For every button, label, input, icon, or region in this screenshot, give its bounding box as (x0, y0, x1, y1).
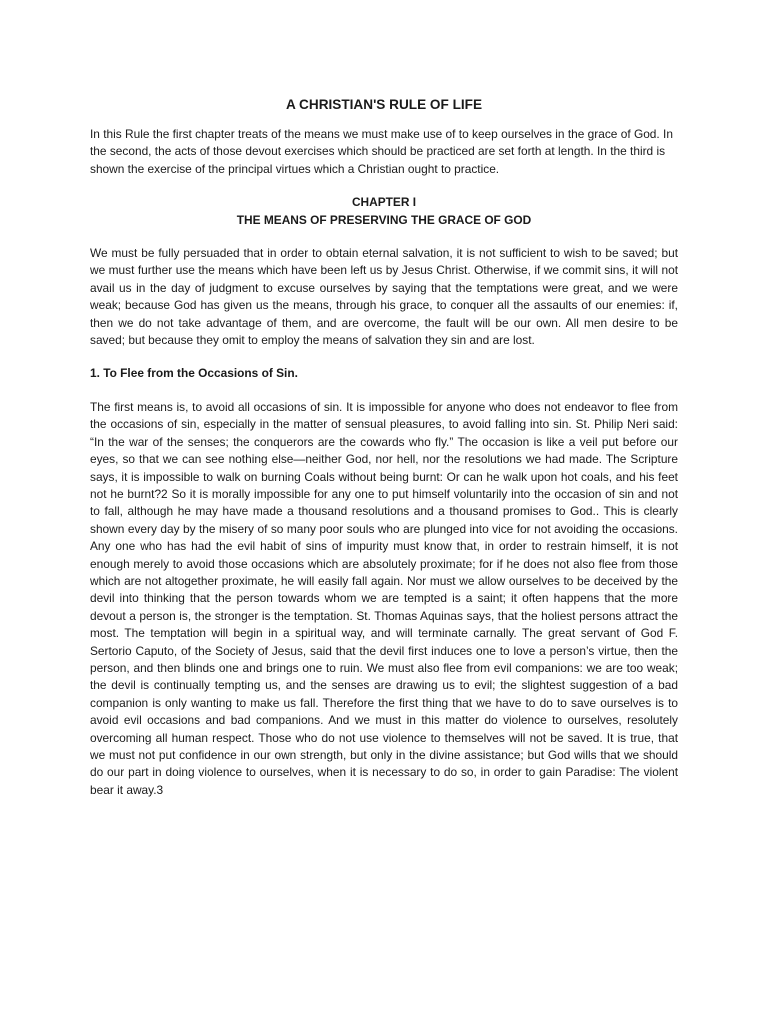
chapter-title: THE MEANS OF PRESERVING THE GRACE OF GOD (236, 212, 532, 227)
chapter-heading (90, 194, 678, 229)
section-heading: 1. To Flee from the Occasions of Sin. (90, 366, 298, 381)
chapter-paragraph: We must be fully persuaded that in order to obtain eternal salvation, it is not sufficient to wish to be saved; but we must further use the means which have been left us by Jesus Christ. Otherwise, if we commit sins, it will not avail us in the day of judgment to excuse ourselves by saying that the temptations were great, and we were weak; because God has given us the means, through his grace, to conquer all the assaults of our enemies: if, then we do not take advantage of them, and are overcome, the fault will be our own. All men desire to be saved; but because they omit to employ the means of salvation they sin and are lost. (90, 246, 678, 348)
chapter-number: CHAPTER I (351, 195, 417, 210)
section-paragraph: The first means is, to avoid all occasions of sin. It is impossible for anyone who does not endeavor to flee from the occasions of sin, especially in the matter of sensual pleasures, to avoid falling into sin. St. Philip Neri said: “In the war of the senses; the conquerors are the cowards who fly.” The occasion is like a veil put before our eyes, so that we can see nothing else—neither God, nor hell, nor the resolutions we had made. The Scripture says, it is impossible to walk on burning Coals without being burnt: Or can he walk upon hot coals, and his feet not he burnt?2 So it is morally impossible for any one to put himself voluntarily into the occasion of sin and not to fall, although he may have made a thousand resolutions and a thousand promises to God.. This is clearly shown every day by the misery of so many poor souls who are plunged into vice for not avoiding the occasions. Any one who has had the evil habit of sins of impurity must know that, in order to restrain himself, it is not enough merely to avoid those occasions which are absolutely proximate; for if he does not also flee from those which are not altogether proximate, he will easily fall again. Nor must we allow ourselves to be deceived by the devil into thinking that the person towards whom we are tempted is a saint; it often happens that the more devout a person is, the stronger is the temptation. St. Thomas Aquinas says, that the holiest persons attract the most. The temptation will begin in a spiritual way, and will terminate carnally. The great servant of God F. Sertorio Caputo, of the Society of Jesus, said that the devil first induces one to love a person’s virtue, then the person, and then blinds one and brings one to ruin. We must also flee from evil companions: we are too weak; the devil is continually tempting us, and the senses are drawing us to evil; the slightest suggestion of a bad companion is only wanting to make us fall. Therefore the first thing that we have to do to save ourselves is to avoid evil occasions and bad companions. And we must in this matter do violence to ourselves, resolutely overcoming all human respect. Those who do not use violence to themselves will not be saved. It is true, that we must not put confidence in our own strength, but only in the divine assistance; but God wills that we should do our part in doing violence to ourselves, when it is necessary to do so, in order to gain Paradise: The violent bear it away.3 (90, 399, 678, 797)
document-title: A CHRISTIAN'S RULE OF LIFE (285, 97, 483, 112)
intro-paragraph: In this Rule the first chapter treats of the means we must make use of to keep ourselves in the grace of God. In the second, the acts of those devout exercises which should be practiced are set forth at length. In the third is shown the exercise of the principal virtues which a Christian ought to practice. (90, 127, 673, 176)
document-page (90, 96, 678, 815)
